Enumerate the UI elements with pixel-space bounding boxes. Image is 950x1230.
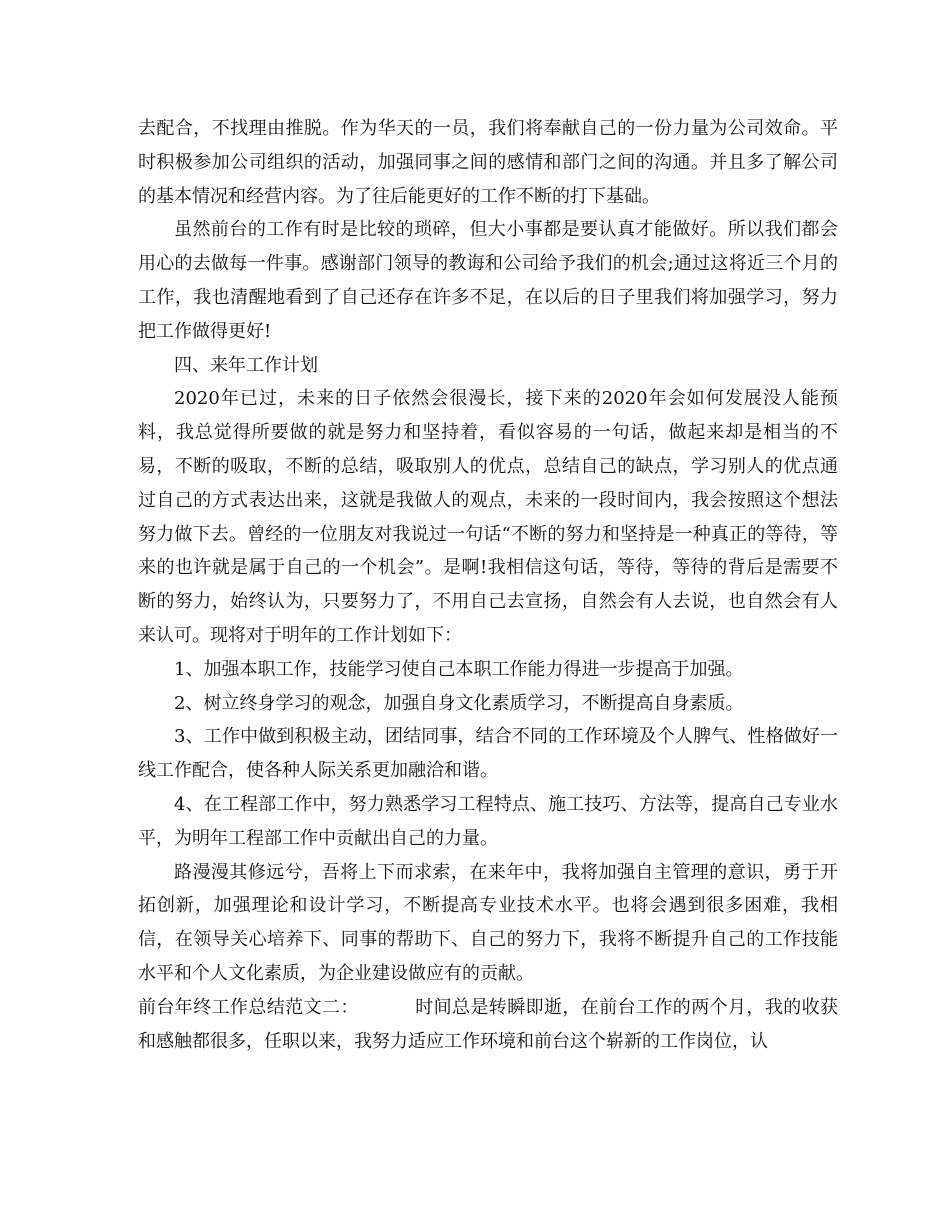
sample-two-text: 时间总是转瞬即逝，在前台工作的两个月，我的收获和感触都很多，任职以来，我努力适应工作环境和前台这个崭新的工作岗位，认 <box>138 996 839 1052</box>
paragraph-1: 去配合，不找理由推脱。作为华天的一员，我们将奉献自己的一份力量为公司效命。平时积极参加公司组织的活动，加强同事之间的感情和部门之间的沟通。并且多了解公司的基本情况和经营内容。为了往后能更好的工作不断的打下基础。 <box>138 118 838 207</box>
section-heading: 四、来年工作计划 <box>174 354 318 376</box>
plan-item-3: 3、工作中做到积极主动，团结同事，结合不同的工作环境及个人脾气、性格做好一线工作配合，使各种人际关系更加融洽和谐。 <box>138 726 838 782</box>
paragraph-3: 2020年已过，未来的日子依然会很漫长，接下来的2020年会如何发展没人能预料，我总觉得所要做的就是努力和坚持着，看似容易的一句话，做起来却是相当的不易，不断的吸取，不断的总结，吸取别人的优点，总结自己的缺点，学习别人的优点通过自己的方式表达出来，这就是我做人的观点，未来的一段时间内，我会按照这个想法努力做下去。曾经的一位朋友对我说过一句话“不断的努力和坚持是一种真正的等待，等来的也许就是属于自己的一个机会”。是啊!我相信这句话，等待，等待的背后是需要不断的努力，始终认为，只要努力了，不用自己去宣扬，自然会有人去说，也自然会有人来认可。现将对于明年的工作计划如下： <box>138 388 838 646</box>
document-body <box>138 112 838 1058</box>
paragraph-closing: 路漫漫其修远兮，吾将上下而求索，在来年中，我将加强自主管理的意识，勇于开拓创新，加强理论和设计学习，不断提高专业技术水平。也将会遇到很多困难，我相信，在领导关心培养下、同事的帮助下、自己的努力下，我将不断提升自己的工作技能水平和个人文化素质，为企业建设做应有的贡献。 <box>138 861 838 984</box>
plan-item-1: 1、加强本职工作，技能学习使自己本职工作能力得进一步提高于加强。 <box>174 658 744 680</box>
paragraph-2: 虽然前台的工作有时是比较的琐碎，但大小事都是要认真才能做好。所以我们都会用心的去做每一件事。感谢部门领导的教诲和公司给予我们的机会;通过这将近三个月的工作，我也清醒地看到了自己还存在许多不足，在以后的日子里我们将加强学习，努力把工作做得更好! <box>138 219 838 342</box>
plan-item-2: 2、树立终身学习的观念，加强自身文化素质学习，不断提高自身素质。 <box>174 692 744 714</box>
sample-two-title: 前台年终工作总结范文二： <box>138 996 359 1018</box>
plan-item-4: 4、在工程部工作中，努力熟悉学习工程特点、施工技巧、方法等，提高自己专业水平，为明年工程部工作中贡献出自己的力量。 <box>138 793 838 849</box>
sample-two-paragraph <box>138 991 838 1059</box>
